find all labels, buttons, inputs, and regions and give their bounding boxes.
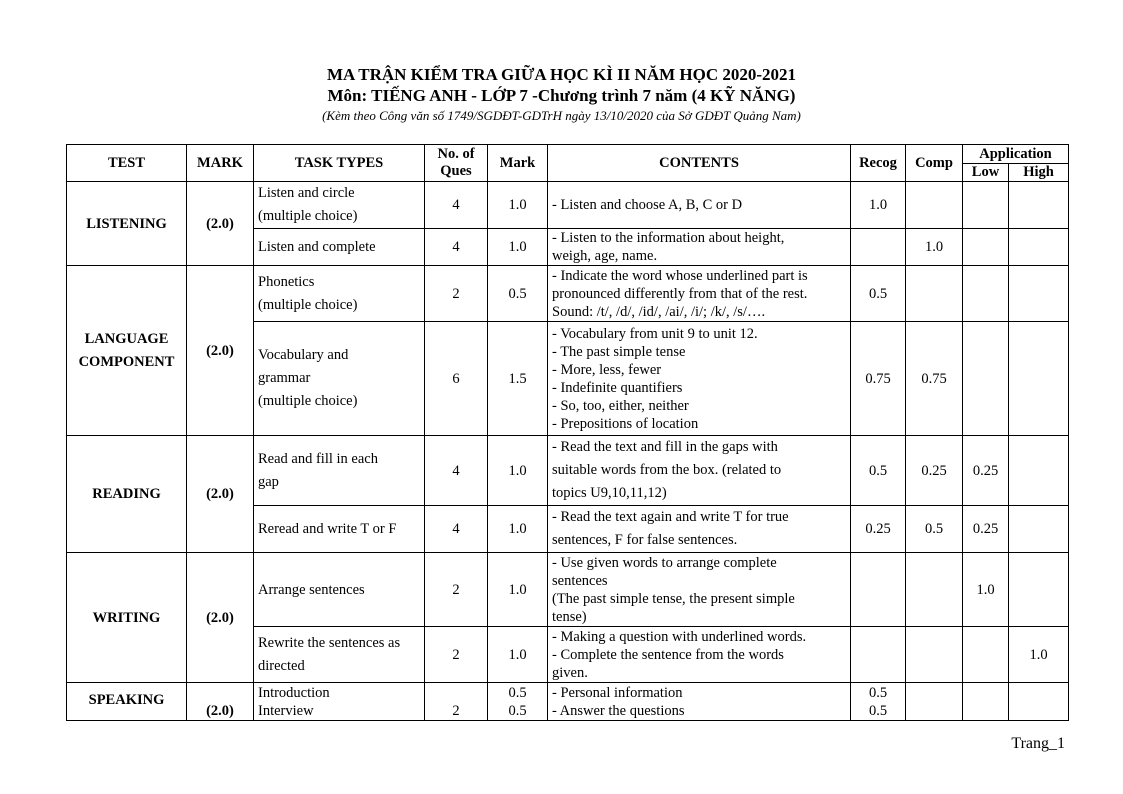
mark-cell: 1.0 <box>488 182 548 229</box>
test-reading: READING <box>67 436 187 553</box>
col-task-types: TASK TYPES <box>254 145 425 182</box>
table-row <box>67 683 1069 721</box>
comp-cell: 1.0 <box>906 229 963 266</box>
content-cell: - Personal information - Answer the questions <box>548 683 851 721</box>
task-cell: Rewrite the sentences as directed <box>254 627 425 683</box>
mark-language: (2.0) <box>187 266 254 436</box>
recog-cell: 0.5 <box>851 266 906 322</box>
ques-cell: 4 <box>425 506 488 553</box>
comp-cell: 0.25 <box>906 436 963 506</box>
comp-cell <box>906 266 963 322</box>
mark-cell: 0.5 <box>488 266 548 322</box>
mark-writing: (2.0) <box>187 553 254 683</box>
col-no-ques: No. of Ques <box>425 145 488 182</box>
content-cell: - Indicate the word whose underlined part is pronounced differently from that of the rest. Sound: /t/, /d/, /id/, /ai/, /i/; /k/, /s/…. <box>548 266 851 322</box>
ques-cell: 2 <box>425 553 488 627</box>
content-cell: - Making a question with underlined words. - Complete the sentence from the words given. <box>548 627 851 683</box>
recog-cell: 0.25 <box>851 506 906 553</box>
task-cell: Introduction Interview <box>254 683 425 721</box>
high-cell <box>1009 506 1069 553</box>
high-cell <box>1009 266 1069 322</box>
col-recog: Recog <box>851 145 906 182</box>
low-cell <box>963 322 1009 436</box>
high-cell <box>1009 436 1069 506</box>
col-mark-value: Mark <box>488 145 548 182</box>
col-test: TEST <box>67 145 187 182</box>
test-writing: WRITING <box>67 553 187 683</box>
page-number: Trang_1 <box>1011 735 1065 752</box>
low-cell <box>963 266 1009 322</box>
low-cell: 0.25 <box>963 436 1009 506</box>
recog-cell <box>851 627 906 683</box>
low-cell: 0.25 <box>963 506 1009 553</box>
mark-cell: 1.5 <box>488 322 548 436</box>
content-cell: - Listen and choose A, B, C or D <box>548 182 851 229</box>
col-high: High <box>1009 164 1069 182</box>
table-row <box>67 182 1069 229</box>
ques-cell: 6 <box>425 322 488 436</box>
mark-listening: (2.0) <box>187 182 254 266</box>
task-cell: Arrange sentences <box>254 553 425 627</box>
task-cell: Listen and complete <box>254 229 425 266</box>
high-cell <box>1009 322 1069 436</box>
comp-cell: 0.75 <box>906 322 963 436</box>
low-cell <box>963 627 1009 683</box>
document-note: (Kèm theo Công văn số 1749/SGDĐT-GDTrH ngày 13/10/2020 của Sở GDĐT Quảng Nam) <box>322 108 801 123</box>
ques-cell: 2 <box>425 627 488 683</box>
task-cell: Phonetics (multiple choice) <box>254 266 425 322</box>
content-cell: - Read the text again and write T for true sentences, F for false sentences. <box>548 506 851 553</box>
low-cell <box>963 683 1009 721</box>
content-cell: - Vocabulary from unit 9 to unit 12. - The past simple tense - More, less, fewer - Indefinite quantifiers - So, too, either, neither - Prepositions of location <box>548 322 851 436</box>
high-cell <box>1009 182 1069 229</box>
task-cell: Listen and circle (multiple choice) <box>254 182 425 229</box>
col-contents: CONTENTS <box>548 145 851 182</box>
mark-reading: (2.0) <box>187 436 254 553</box>
mark-cell: 1.0 <box>488 436 548 506</box>
high-cell <box>1009 229 1069 266</box>
ques-cell: 2 <box>425 266 488 322</box>
comp-cell <box>906 683 963 721</box>
content-cell: - Use given words to arrange complete sentences (The past simple tense, the present simple tense) <box>548 553 851 627</box>
col-comp: Comp <box>906 145 963 182</box>
col-mark: MARK <box>187 145 254 182</box>
recog-cell: 0.75 <box>851 322 906 436</box>
document-title: MA TRẬN KIỂM TRA GIỮA HỌC KÌ II NĂM HỌC 2020-2021 <box>326 65 797 84</box>
comp-cell <box>906 627 963 683</box>
comp-cell: 0.5 <box>906 506 963 553</box>
mark-cell: 0.5 0.5 <box>488 683 548 721</box>
high-cell <box>1009 683 1069 721</box>
header-row <box>67 145 1069 164</box>
document-header <box>0 64 1123 125</box>
ques-cell: 4 <box>425 229 488 266</box>
high-cell: 1.0 <box>1009 627 1069 683</box>
exam-matrix-table <box>66 144 1069 721</box>
high-cell <box>1009 553 1069 627</box>
low-cell <box>963 182 1009 229</box>
recog-cell: 0.5 0.5 <box>851 683 906 721</box>
test-listening: LISTENING <box>67 182 187 266</box>
mark-cell: 1.0 <box>488 506 548 553</box>
low-cell: 1.0 <box>963 553 1009 627</box>
content-cell: - Listen to the information about height, weigh, age, name. <box>548 229 851 266</box>
ques-cell: 2 <box>425 683 488 721</box>
low-cell <box>963 229 1009 266</box>
table-row <box>67 553 1069 627</box>
test-speaking: SPEAKING <box>67 683 187 721</box>
comp-cell <box>906 553 963 627</box>
ques-cell: 4 <box>425 182 488 229</box>
document-subtitle: Môn: TIẾNG ANH - LỚP 7 -Chương trình 7 năm (4 KỸ NĂNG) <box>327 86 796 105</box>
table-row <box>67 436 1069 506</box>
mark-speaking: (2.0) <box>187 683 254 721</box>
recog-cell: 1.0 <box>851 182 906 229</box>
col-application: Application <box>963 145 1069 164</box>
mark-cell: 1.0 <box>488 553 548 627</box>
recog-cell <box>851 229 906 266</box>
mark-cell: 1.0 <box>488 627 548 683</box>
task-cell: Vocabulary and grammar (multiple choice) <box>254 322 425 436</box>
test-language-component: LANGUAGE COMPONENT <box>67 266 187 436</box>
col-low: Low <box>963 164 1009 182</box>
table-row <box>67 266 1069 322</box>
recog-cell <box>851 553 906 627</box>
task-cell: Read and fill in each gap <box>254 436 425 506</box>
mark-cell: 1.0 <box>488 229 548 266</box>
content-cell: - Read the text and fill in the gaps with suitable words from the box. (related to topics U9,10,11,12) <box>548 436 851 506</box>
task-cell: Reread and write T or F <box>254 506 425 553</box>
ques-cell: 4 <box>425 436 488 506</box>
recog-cell: 0.5 <box>851 436 906 506</box>
comp-cell <box>906 182 963 229</box>
